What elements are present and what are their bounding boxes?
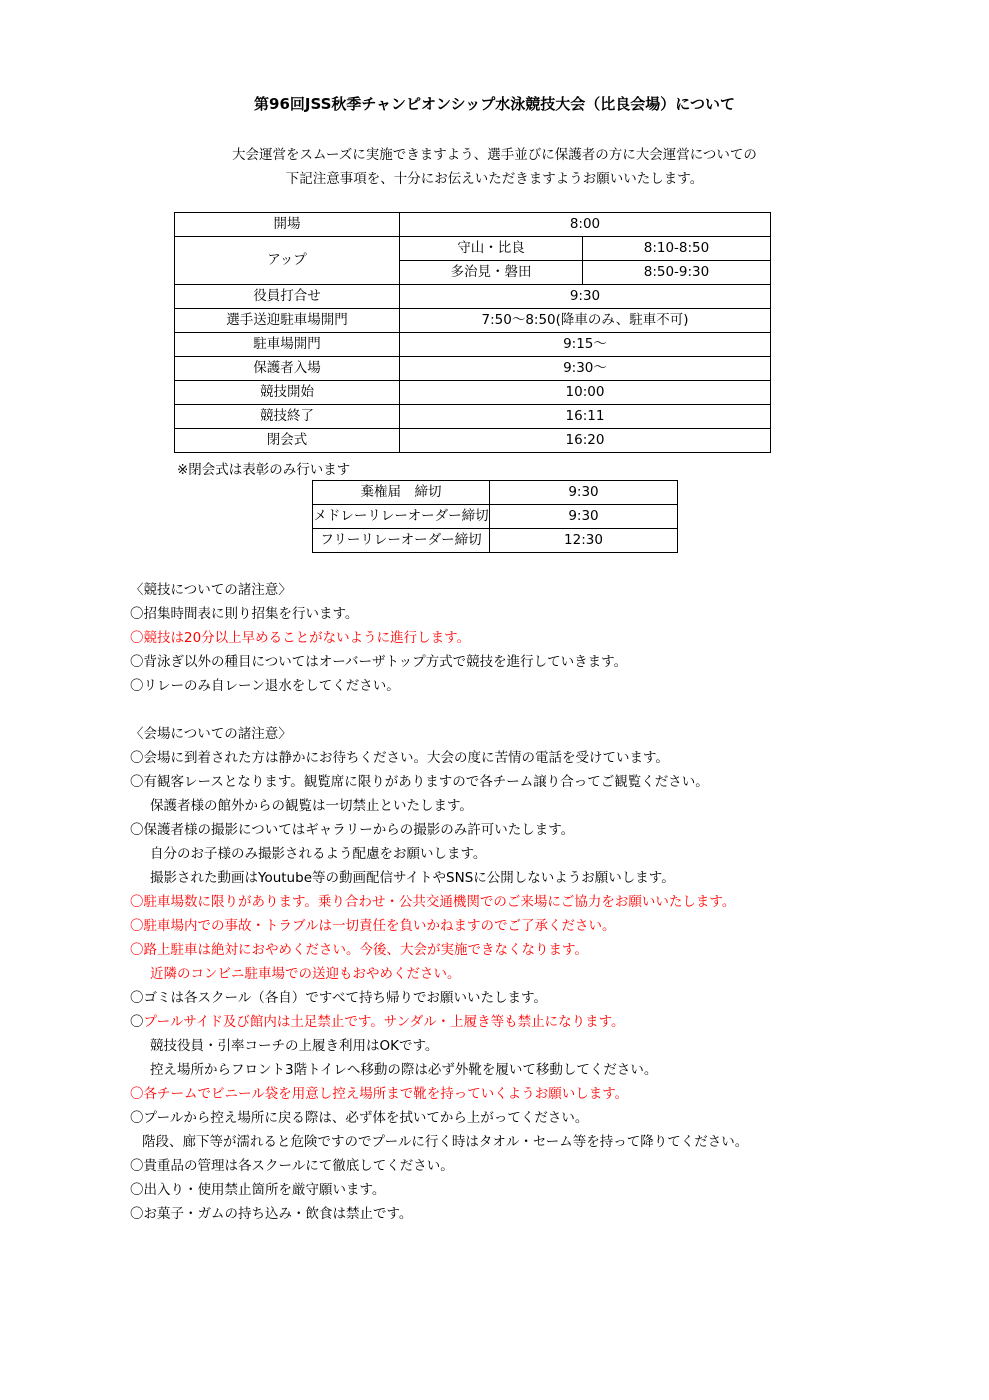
up-time: 8:50-9:30 <box>583 261 771 285</box>
page-title: 第96回JSS秋季チャンピオンシップ水泳競技大会（比良会場）について <box>254 95 735 113</box>
schedule-label: アップ <box>175 237 400 285</box>
up-group: 守山・比良 <box>400 237 583 261</box>
table-row <box>313 529 678 553</box>
venue-notes-section <box>130 722 970 1226</box>
intro-text <box>0 143 989 191</box>
note-line: 〇プールから控え場所に戻る際は、必ず体を拭いてから上がってください。 <box>130 1110 589 1126</box>
note-line: 〇競技は20分以上早めることがないように進行します。 <box>130 630 471 646</box>
schedule-label: 保護者入場 <box>175 357 400 381</box>
note-line: 撮影された動画はYoutube等の動画配信サイトやSNSに公開しないようお願いします。 <box>150 870 675 886</box>
note-line: 〇会場に到着された方は静かにお待ちください。大会の度に苦情の電話を受けています。 <box>130 750 669 766</box>
table-row <box>175 213 771 237</box>
note-line: 〇お菓子・ガムの持ち込み・飲食は禁止です。 <box>130 1206 413 1222</box>
note-line: 〇ゴミは各スクール（各自）ですべて持ち帰りでお願いいたします。 <box>130 990 547 1006</box>
schedule-value: 8:00 <box>400 213 771 237</box>
schedule-value: 7:50～8:50(降車のみ、駐車不可) <box>400 309 771 333</box>
table-row <box>313 505 678 529</box>
table-row <box>175 429 771 453</box>
schedule-value: 10:00 <box>400 381 771 405</box>
schedule-label: 閉会式 <box>175 429 400 453</box>
note-line: 〇背泳ぎ以外の種目についてはオーバーザトップ方式で競技を進行していきます。 <box>130 654 628 670</box>
schedule-label: 開場 <box>175 213 400 237</box>
note-line: 〇駐車場数に限りがあります。乗り合わせ・公共交通機関でのご来場にご協力をお願いいたします。 <box>130 894 736 910</box>
note-line: 〇貴重品の管理は各スクールにて徹底してください。 <box>130 1158 454 1174</box>
schedule-label: 役員打合せ <box>175 285 400 309</box>
closing-ceremony-note: ※閉会式は表彰のみ行います <box>177 462 351 478</box>
note-line: 控え場所からフロント3階トイレへ移動の際は必ず外靴を履いて移動してください。 <box>150 1062 658 1078</box>
schedule-value: 16:20 <box>400 429 771 453</box>
table-row <box>175 237 771 261</box>
deadline-time: 9:30 <box>490 505 678 529</box>
table-row <box>175 309 771 333</box>
deadline-time: 12:30 <box>490 529 678 553</box>
note-line: 自分のお子様のみ撮影されるよう配慮をお願いします。 <box>150 846 487 862</box>
table-row <box>175 381 771 405</box>
schedule-value: 9:30～ <box>400 357 771 381</box>
note-line: 〇招集時間表に則り招集を行います。 <box>130 606 359 622</box>
schedule-label: 選手送迎駐車場開門 <box>175 309 400 333</box>
table-row <box>313 481 678 505</box>
up-group: 多治見・磐田 <box>400 261 583 285</box>
table-row <box>175 333 771 357</box>
note-line: 〇各チームでビニール袋を用意し控え場所まで靴を持っていくようお願いします。 <box>130 1086 629 1102</box>
deadline-label: メドレーリレーオーダー締切 <box>313 505 490 529</box>
schedule-value: 9:30 <box>400 285 771 309</box>
note-line: 競技役員・引率コーチの上履き利用はOKです。 <box>150 1038 439 1054</box>
section-heading: 〈会場についての諸注意〉 <box>130 726 292 742</box>
note-line: 階段、廊下等が濡れると危険ですのでプールに行く時はタオル・セーム等を持って降りてください。 <box>142 1134 749 1150</box>
note-line: 〇路上駐車は絶対におやめください。今後、大会が実施できなくなります。 <box>130 942 588 958</box>
intro-line: 下記注意事項を、十分にお伝えいただきますようお願いいたします。 <box>285 171 704 187</box>
competition-notes-section <box>130 578 970 698</box>
note-list <box>130 746 970 1226</box>
note-line <box>130 1010 970 1034</box>
note-line: 〇保護者様の撮影についてはギャラリーからの撮影のみ許可いたします。 <box>130 822 575 838</box>
deadline-label: フリーリレーオーダー締切 <box>313 529 490 553</box>
schedule-table <box>174 212 771 453</box>
note-line: 〇リレーのみ自レーン退水をしてください。 <box>130 678 400 694</box>
note-line: 〇駐車場内での事故・トラブルは一切責任を負いかねますのでご了承ください。 <box>130 918 616 934</box>
deadline-time: 9:30 <box>490 481 678 505</box>
up-time: 8:10-8:50 <box>583 237 771 261</box>
table-row <box>175 285 771 309</box>
deadline-table <box>312 480 678 553</box>
note-warning-text: プールサイド及び館内は土足禁止です。サンダル・上履き等も禁止になります。 <box>143 1014 625 1030</box>
note-bullet: 〇 <box>130 1014 144 1030</box>
note-line: 近隣のコンビニ駐車場での送迎もおやめください。 <box>150 966 461 982</box>
table-row <box>175 405 771 429</box>
schedule-value: 9:15～ <box>400 333 771 357</box>
deadline-label: 棄権届 締切 <box>313 481 490 505</box>
note-line: 〇有観客レースとなります。観覧席に限りがありますので各チーム譲り合ってご観覧ください。 <box>130 774 709 790</box>
schedule-label: 競技終了 <box>175 405 400 429</box>
schedule-label: 競技開始 <box>175 381 400 405</box>
note-line: 〇出入り・使用禁止箇所を厳守願います。 <box>130 1182 386 1198</box>
schedule-value: 16:11 <box>400 405 771 429</box>
schedule-label: 駐車場開門 <box>175 333 400 357</box>
note-line: 保護者様の館外からの観覧は一切禁止といたします。 <box>150 798 473 814</box>
note-list <box>130 602 970 698</box>
section-heading: 〈競技についての諸注意〉 <box>130 582 292 598</box>
table-row <box>175 357 771 381</box>
intro-line: 大会運営をスムーズに実施できますよう、選手並びに保護者の方に大会運営についての <box>232 147 757 163</box>
